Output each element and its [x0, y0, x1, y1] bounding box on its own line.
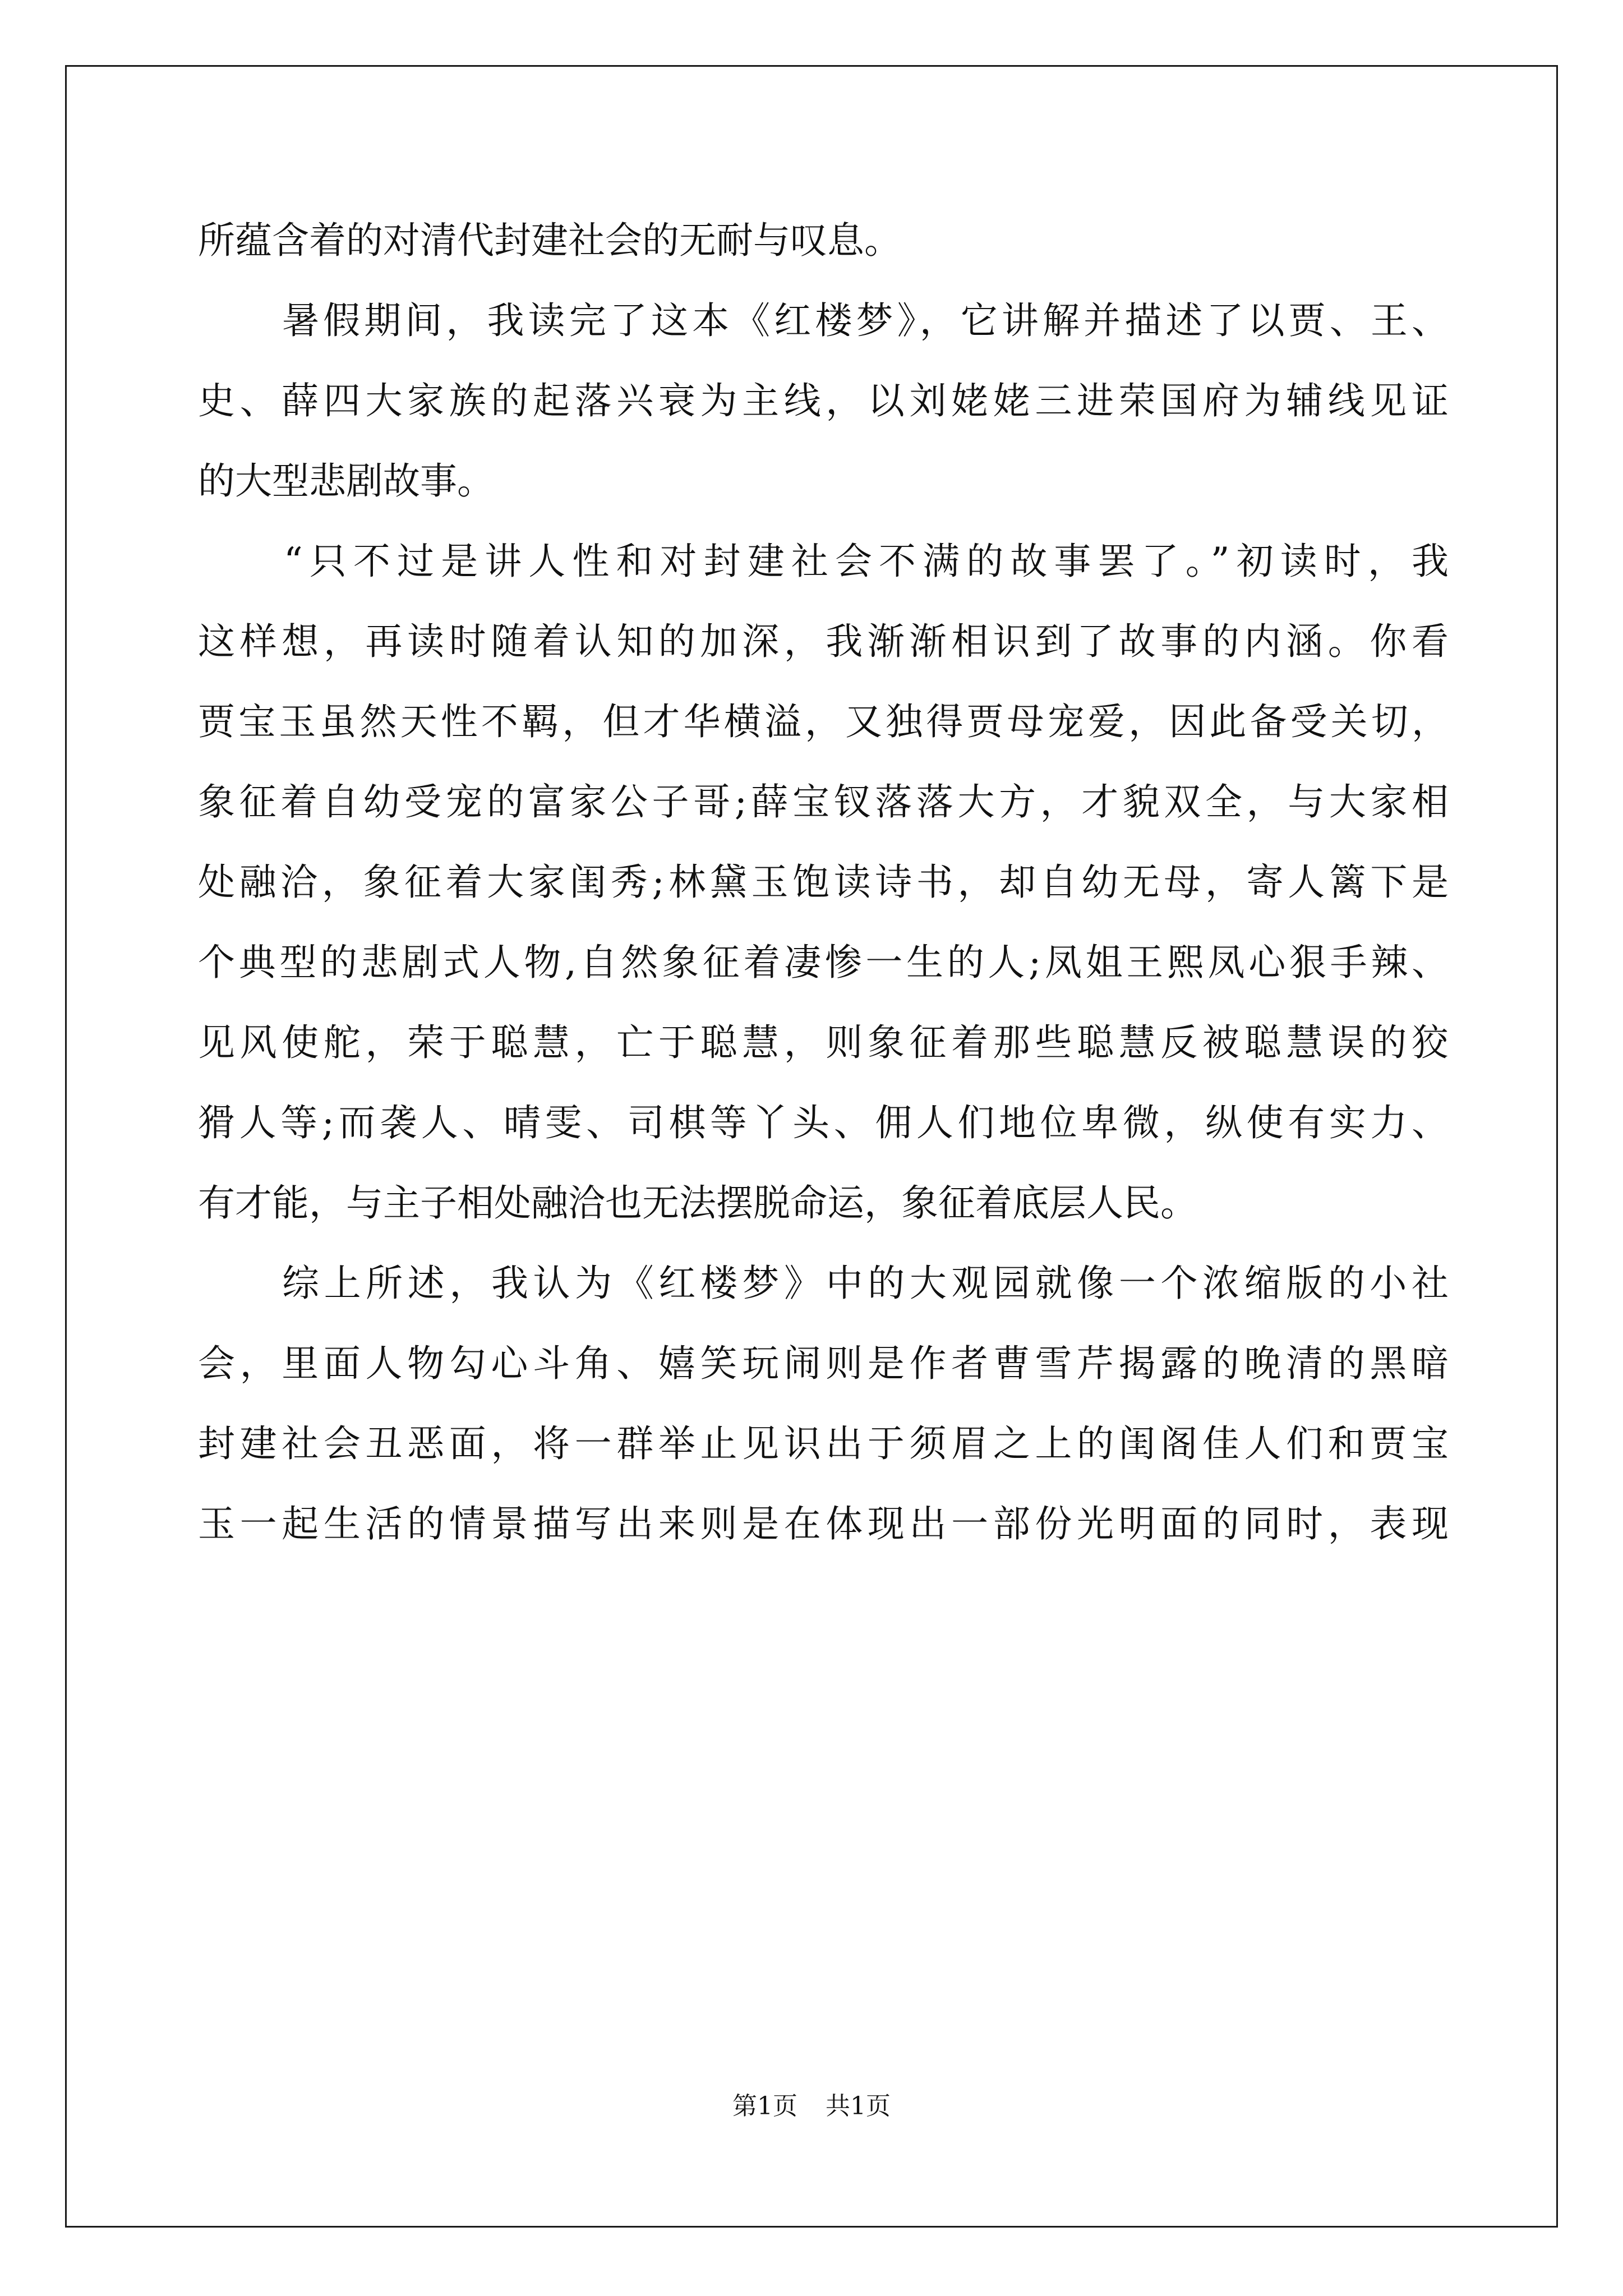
text-line: 猾人等;而袭人、晴雯、司棋等丫头、佣人们地位卑微，纵使有实力、: [198, 1101, 1449, 1144]
text-line: 玉一起生活的情景描写出来则是在体现出一部份光明面的同时，表现: [198, 1502, 1449, 1545]
page-footer: [0, 2086, 1623, 2122]
text-line: 象征着自幼受宠的富家公子哥;薛宝钗落落大方，才貌双全，与大家相: [198, 780, 1449, 823]
text-line: 综上所述，我认为《红楼梦》中的大观园就像一个浓缩版的小社: [282, 1262, 1449, 1305]
text-line: 封建社会丑恶面，将一群举止见识出于须眉之上的闺阁佳人们和贾宝: [198, 1422, 1449, 1465]
text-line: 的大型悲剧故事。: [198, 459, 494, 503]
text-line: “只不过是讲人性和对封建社会不满的故事罢了。”初读时，我: [284, 540, 1449, 583]
text-line: 史、薛四大家族的起落兴衰为主线，以刘姥姥三进荣国府为辅线见证: [198, 379, 1449, 422]
text-line: 暑假期间，我读完了这本《红楼梦》，它讲解并描述了以贾、王、: [282, 299, 1449, 342]
text-line: 个典型的悲剧式人物,自然象征着凄惨一生的人;凤姐王熙凤心狠手辣、: [198, 941, 1449, 984]
text-line: 贾宝玉虽然天性不羁，但才华横溢，又独得贾母宠爱，因此备受关切，: [198, 700, 1449, 743]
page-count: 共1页: [826, 2092, 891, 2120]
text-line: 会，里面人物勾心斗角、嬉笑玩闹则是作者曹雪芹揭露的晚清的黑暗: [198, 1342, 1449, 1385]
text-line: 见风使舵，荣于聪慧，亡于聪慧，则象征着那些聪慧反被聪慧误的狡: [198, 1021, 1449, 1064]
text-line: 处融洽，象征着大家闺秀;林黛玉饱读诗书，却自幼无母，寄人篱下是: [198, 861, 1449, 904]
page-number: 第1页: [732, 2092, 797, 2120]
text-line: 这样想，再读时随着认知的加深，我渐渐相识到了故事的内涵。你看: [198, 620, 1449, 663]
text-line: 有才能，与主子相处融洽也无法摆脱命运，象征着底层人民。: [198, 1181, 1197, 1225]
document-body: [198, 200, 1449, 1564]
text-line: 所蕴含着的对清代封建社会的无耐与叹息。: [198, 219, 901, 262]
